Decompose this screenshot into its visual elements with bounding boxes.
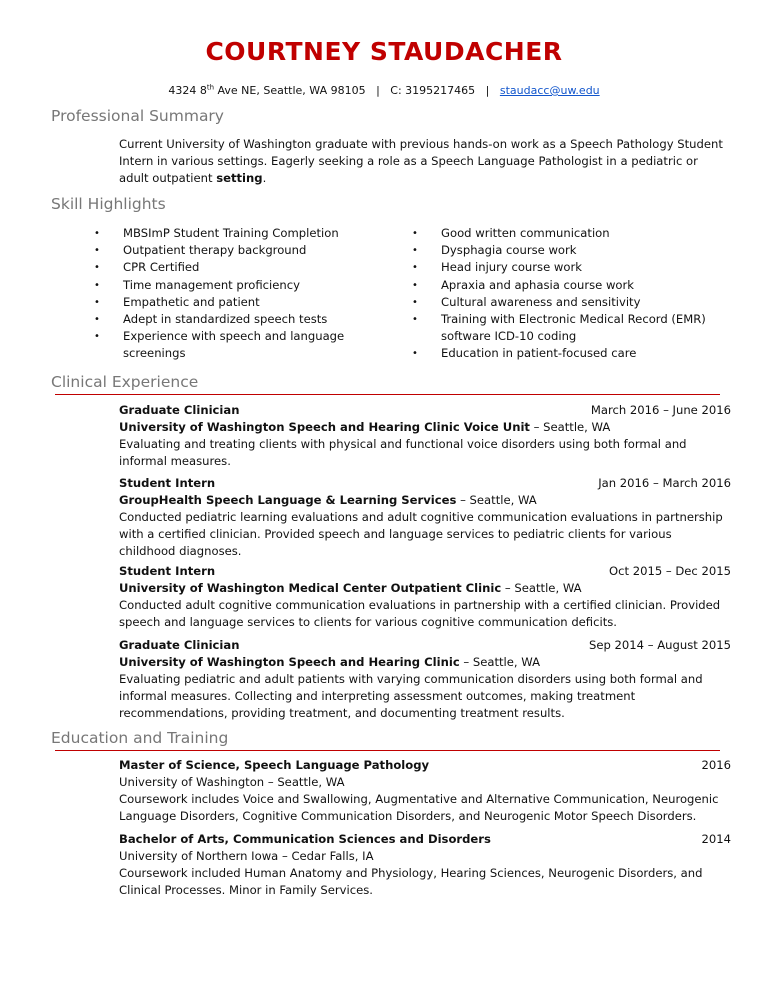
bullet-icon: •: [412, 296, 418, 308]
list-item: [94, 277, 354, 294]
section-title-summary: Professional Summary: [51, 107, 224, 125]
skill-text: MBSImP Student Training Completion: [123, 226, 339, 240]
skill-text: Training with Electronic Medical Record (EMR) software ICD-10 coding: [441, 312, 706, 344]
bullet-icon: •: [94, 296, 100, 308]
job-dates: Oct 2015 – Dec 2015: [608, 564, 731, 578]
bullet-icon: •: [94, 228, 100, 239]
job-entry: [119, 563, 731, 631]
job-organization: University of Washington Medical Center Outpatient Clinic: [119, 581, 502, 595]
summary-main: Current University of Washington graduate with previous hands-on work as a Speech Pathology Student Intern in various settings. Eagerly seeking a role as a Speech Language Pathologist in a pediatric or adult outpatient: [119, 137, 723, 185]
skill-text: Experience with speech and language screenings: [123, 329, 345, 361]
job-location: – Seattle, WA: [456, 493, 537, 507]
section-title-education: Education and Training: [51, 729, 229, 747]
education-entry: [119, 757, 731, 825]
skill-text: Empathetic and patient: [123, 294, 260, 309]
job-role: Graduate Clinician: [119, 403, 240, 417]
skill-text: Dysphagia course work: [441, 243, 577, 258]
bullet-icon: •: [412, 228, 418, 239]
job-role: Student Intern: [119, 476, 216, 490]
address-street: Ave NE, Seattle, WA 98105: [214, 84, 366, 97]
skill-text: Apraxia and aphasia course work: [441, 277, 634, 292]
job-entry: [119, 402, 731, 470]
summary-bold: setting: [216, 171, 263, 185]
bullet-icon: •: [412, 314, 418, 326]
skill-text: CPR Certified: [123, 260, 200, 275]
contact-line: [0, 84, 768, 97]
list-item: [412, 242, 732, 259]
bullet-icon: •: [412, 262, 418, 274]
summary-end: .: [262, 171, 267, 185]
section-title-experience: Clinical Experience: [51, 373, 199, 391]
list-item: [412, 345, 732, 362]
list-item: [94, 259, 354, 276]
job-description: Conducted pediatric learning evaluations and adult cognitive communication evaluations in partnership with a certified clinician. Provided speech and language services to pediatric clients for various childhood diagnoses.: [119, 510, 723, 558]
job-description: Evaluating and treating clients with physical and functional voice disorders using both formal and informal measures.: [119, 437, 687, 468]
skill-text: Outpatient therapy background: [123, 243, 307, 258]
skills-list-right: [412, 225, 732, 363]
section-title-skills: Skill Highlights: [51, 195, 166, 213]
degree-year: 2016: [701, 758, 731, 772]
degree-description: Coursework included Human Anatomy and Physiology, Hearing Sciences, Neurogenic Disorders, and Clinical Processes. Minor in Family Services.: [119, 866, 703, 897]
degree-title: Bachelor of Arts, Communication Sciences and Disorders: [119, 832, 491, 846]
job-description: Evaluating pediatric and adult patients with varying communication disorders using both formal and informal measures. Collecting and interpreting assessment outcomes, making treatment recommendations, providing treatment, and documenting treatment results.: [119, 672, 703, 720]
degree-year: 2014: [701, 832, 731, 846]
list-item: [94, 242, 354, 259]
job-dates: Jan 2016 – March 2016: [598, 476, 731, 490]
separator: |: [485, 84, 490, 97]
separator: |: [376, 84, 380, 97]
degree-description: Coursework includes Voice and Swallowing, Augmentative and Alternative Communication, Neurogenic Language Disorders, Cognitive Communication Disorders, and Neurogenic Motor Speech Disorders.: [119, 792, 719, 823]
bullet-icon: •: [94, 331, 100, 343]
bullet-icon: •: [94, 314, 100, 326]
job-dates: March 2016 – June 2016: [590, 403, 731, 417]
job-organization: University of Washington Speech and Hearing Clinic: [119, 655, 460, 669]
skill-text: Head injury course work: [441, 260, 582, 275]
list-item: [412, 259, 732, 276]
degree-title: Master of Science, Speech Language Pathology: [119, 758, 430, 772]
job-entry: [119, 637, 731, 722]
job-role: Student Intern: [119, 564, 216, 578]
address-suffix: th: [206, 83, 215, 92]
list-item: [412, 225, 732, 242]
list-item: [94, 311, 354, 328]
list-item: [94, 294, 354, 311]
address: [168, 84, 365, 97]
bullet-icon: •: [412, 245, 418, 257]
email-link[interactable]: staudacc@uw.edu: [499, 84, 600, 97]
list-item: [94, 225, 354, 242]
bullet-icon: •: [94, 279, 100, 291]
section-divider: [55, 750, 720, 751]
summary-text: [119, 136, 731, 187]
address-number: 4324 8: [168, 84, 207, 97]
list-item: [412, 277, 732, 294]
list-item: [94, 328, 354, 362]
school-name: University of Northern Iowa – Cedar Falls, IA: [119, 849, 374, 863]
job-entry: [119, 475, 731, 560]
job-organization: GroupHealth Speech Language & Learning Services: [119, 493, 457, 507]
skill-text: Adept in standardized speech tests: [123, 312, 328, 327]
job-location: – Seattle, WA: [459, 655, 541, 669]
bullet-icon: •: [94, 245, 100, 257]
bullet-icon: •: [412, 279, 418, 291]
list-item: [412, 294, 732, 311]
skill-text: Education in patient-focused care: [441, 346, 637, 361]
phone: C: 3195217465: [390, 84, 476, 97]
job-description: Conducted adult cognitive communication evaluations in partnership with a certified clinician. Provided speech and language services to clients for various cognitive communication deficits.: [119, 598, 721, 629]
job-organization: University of Washington Speech and Hearing Clinic Voice Unit: [119, 420, 530, 434]
candidate-name: COURTNEY STAUDACHER: [205, 37, 563, 66]
skills-list-left: [94, 225, 354, 363]
job-role: Graduate Clinician: [119, 638, 240, 652]
job-dates: Sep 2014 – August 2015: [589, 638, 731, 652]
skill-text: Good written communication: [441, 226, 610, 240]
school-name: University of Washington – Seattle, WA: [119, 775, 345, 789]
education-entry: [119, 831, 731, 899]
list-item: [412, 311, 732, 345]
skill-text: Cultural awareness and sensitivity: [441, 294, 641, 309]
job-location: – Seattle, WA: [529, 420, 611, 434]
bullet-icon: •: [94, 262, 100, 274]
bullet-icon: •: [412, 348, 418, 360]
skill-text: Time management proficiency: [123, 277, 300, 292]
section-divider: [55, 394, 720, 395]
job-location: – Seattle, WA: [501, 581, 582, 595]
